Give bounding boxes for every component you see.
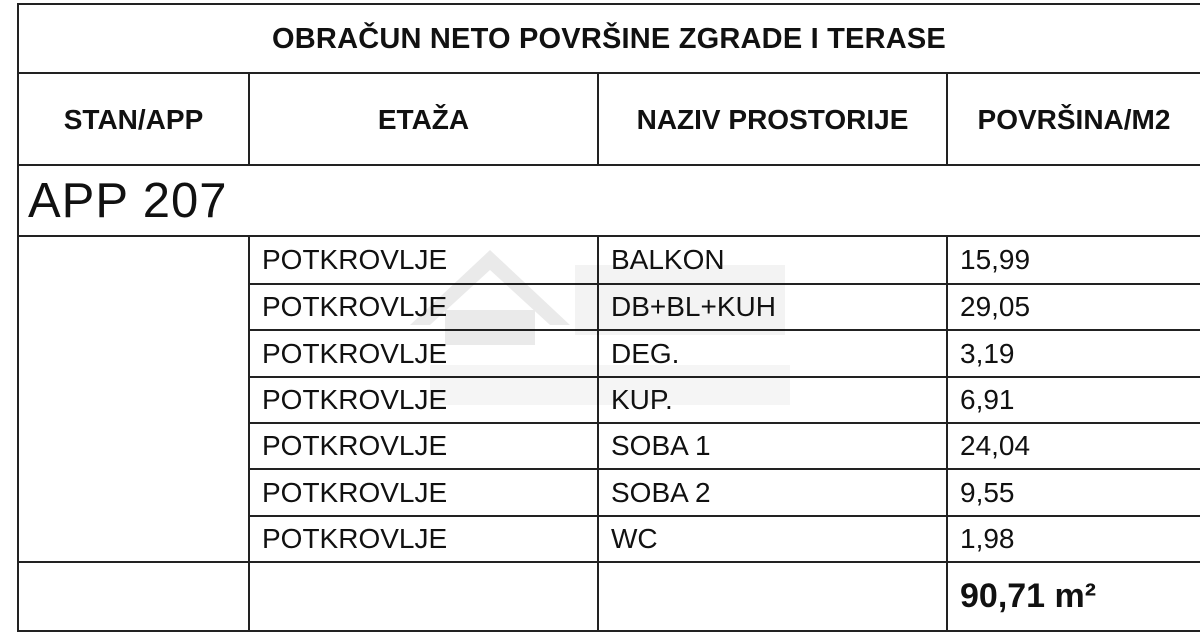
row-area: 29,05 bbox=[960, 291, 1031, 322]
col-divider bbox=[946, 235, 948, 632]
table-title: OBRAČUN NETO POVRŠINE ZGRADE I TERASE bbox=[272, 22, 946, 55]
col-divider bbox=[248, 235, 250, 632]
row-room: SOBA 1 bbox=[611, 430, 711, 461]
row-floor: POTKROVLJE bbox=[262, 384, 448, 415]
row-room: WC bbox=[611, 523, 658, 554]
header-apartment: STAN/APP bbox=[63, 104, 204, 135]
row-floor: POTKROVLJE bbox=[262, 430, 448, 461]
row-area: 9,55 bbox=[960, 476, 1015, 508]
row-area: 24,04 bbox=[960, 430, 1031, 461]
row-area: 6,91 bbox=[960, 384, 1015, 415]
border-bottom bbox=[17, 630, 1200, 632]
row-room: SOBA 2 bbox=[611, 476, 711, 508]
row-area: 1,98 bbox=[960, 523, 1015, 554]
total-area: 90,71 m² bbox=[960, 577, 1097, 615]
header-area: POVRŠINA/M2 bbox=[977, 104, 1171, 135]
row-floor: POTKROVLJE bbox=[262, 244, 448, 275]
row-area: 15,99 bbox=[960, 244, 1031, 275]
row-room: KUP. bbox=[611, 384, 673, 415]
header-room-name: NAZIV PROSTORIJE bbox=[636, 104, 909, 135]
row-room: DB+BL+KUH bbox=[611, 291, 776, 322]
row-room: DEG. bbox=[611, 337, 680, 369]
col-divider bbox=[597, 235, 599, 632]
header-floor: ETAŽA bbox=[377, 104, 470, 135]
row-area: 3,19 bbox=[960, 337, 1015, 369]
row-floor: POTKROVLJE bbox=[262, 523, 448, 554]
apartment-label: APP 207 bbox=[28, 174, 228, 228]
row-floor: POTKROVLJE bbox=[262, 476, 448, 508]
row-room: BALKON bbox=[611, 244, 725, 275]
row-floor: POTKROVLJE bbox=[262, 291, 448, 322]
row-floor: POTKROVLJE bbox=[262, 337, 448, 369]
